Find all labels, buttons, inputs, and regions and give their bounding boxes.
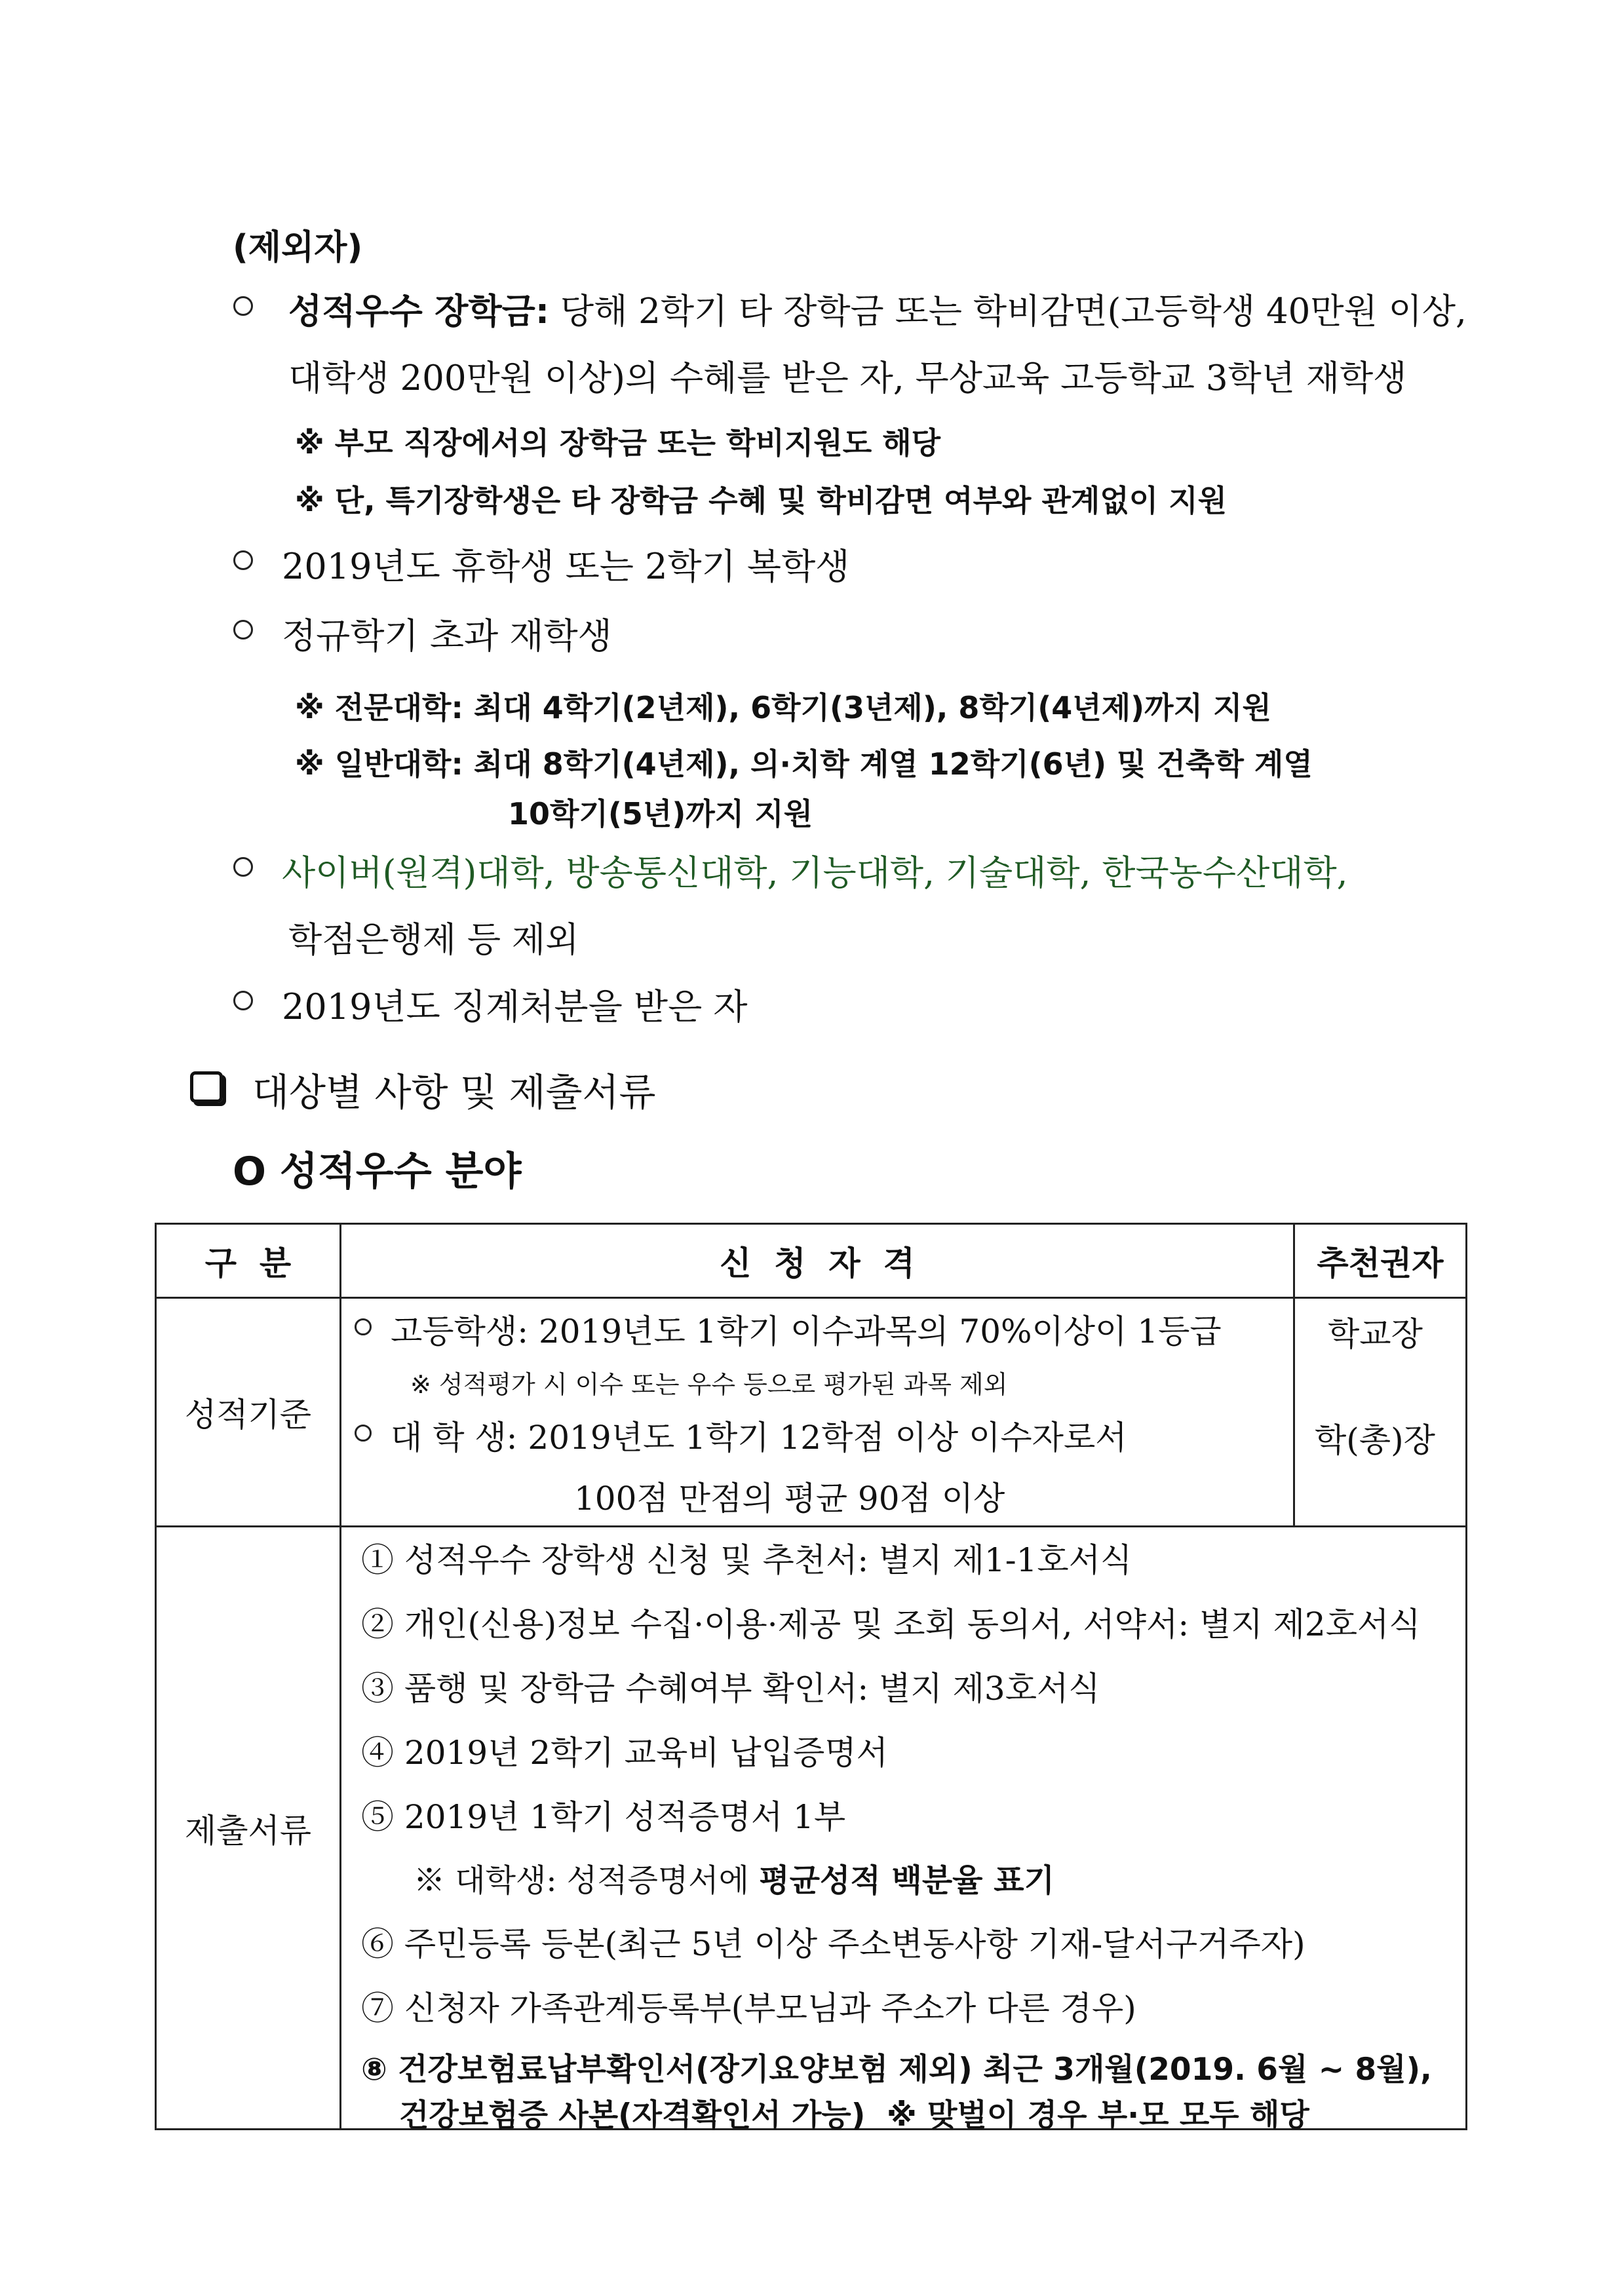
document-item-6: ⑥ 주민등록 등본(최근 5년 이상 주소변동사항 기재-달서구거주자) (361, 1925, 1305, 1963)
discipline-exclusion: 2019년도 징계처분을 받은 자 (282, 986, 748, 1027)
bullet-circle-icon (233, 991, 253, 1010)
criteria-label: 성적기준 (156, 1298, 341, 1527)
exclusions-heading: (제외자) (233, 228, 363, 267)
note-university-line1: ※ 일반대학: 최대 8학기(4년제), 의·치학 계열 12학기(6년) 및 건축학 계열 (295, 746, 1313, 782)
header-qualification: 신 청 자 격 (341, 1224, 1294, 1298)
subsection-title: O 성적우수 분야 (233, 1149, 522, 1195)
document-item-8-line2: 건강보험증 사본(자격확인서 가능) ※ 맞벌이 경우 부·모 모두 해당 (399, 2097, 1309, 2133)
table-row-documents (156, 1527, 1467, 2130)
leave-exclusion: 2019년도 휴학생 또는 2학기 복학생 (282, 546, 850, 587)
bullet-circle-icon (355, 1318, 372, 1335)
header-category: 구 분 (156, 1224, 341, 1298)
document-item-8-line1: ⑧ 건강보험료납부확인서(장기요양보험 제외) 최근 3개월(2019. 6월 ~ 8월), (361, 2052, 1432, 2088)
cyber-exclusion-line1: 사이버(원격)대학, 방송통신대학, 기능대학, 기술대학, 한국농수산대학, (282, 853, 1348, 893)
document-item-5-note (414, 1855, 1054, 1900)
documents-content (341, 1527, 1467, 2133)
merit-exclusion-text1: 당해 2학기 타 장학금 또는 학비감면(고등학생 40만원 이상, (549, 292, 1467, 332)
criteria-content (341, 1298, 1294, 1527)
note-university-line2: 10학기(5년)까지 지원 (508, 796, 813, 832)
documents-label: 제출서류 (156, 1527, 341, 2130)
item5-note-prefix: ※ 대학생: 성적증명서에 (414, 1862, 760, 1899)
checkbox-square-icon (190, 1071, 223, 1103)
criteria-recommender (1294, 1298, 1467, 1527)
bullet-circle-icon (233, 550, 253, 570)
bullet-circle-icon (233, 620, 253, 640)
over-term-exclusion: 정규학기 초과 재학생 (282, 615, 612, 657)
merit-exclusion-line1 (288, 284, 1467, 334)
criteria-university-line2: 100점 만점의 평균 90점 이상 (574, 1480, 1005, 1518)
criteria-university-line1: 대 학 생: 2019년도 1학기 12학점 이상 이수자로서 (391, 1419, 1127, 1457)
table-row-criteria (156, 1298, 1467, 1527)
document-item-3: ③ 품행 및 장학금 수혜여부 확인서: 별지 제3호서식 (361, 1670, 1100, 1708)
criteria-hs-note: ※ 성적평가 시 이수 또는 우수 등으로 평가된 과목 제외 (410, 1370, 1008, 1399)
note-parent-workplace: ※ 부모 직장에서의 장학금 또는 학비지원도 해당 (295, 425, 941, 461)
recommender-high-school: 학교장 (1328, 1315, 1423, 1353)
document-item-7: ⑦ 신청자 가족관계등록부(부모님과 주소가 다른 경우) (361, 1989, 1136, 2027)
bullet-circle-icon (355, 1425, 372, 1442)
criteria-high-school: 고등학생: 2019년도 1학기 이수과목의 70%이상이 1등급 (391, 1312, 1222, 1350)
table-header-row (156, 1224, 1467, 1298)
item5-note-emphasis: 평균성적 백분율 표기 (759, 1862, 1055, 1899)
note-special-scholarship: ※ 단, 특기장학생은 타 장학금 수혜 및 학비감면 여부와 관계없이 지원 (295, 483, 1228, 518)
note-junior-college: ※ 전문대학: 최대 4학기(2년제), 6학기(3년제), 8학기(4년제)까지 지원 (295, 690, 1271, 725)
document-item-5: ⑤ 2019년 1학기 성적증명서 1부 (361, 1798, 846, 1836)
document-item-4: ④ 2019년 2학기 교육비 납입증명서 (361, 1734, 888, 1772)
section-title: 대상별 사항 및 제출서류 (252, 1070, 656, 1115)
merit-exclusion-line2: 대학생 200만원 이상)의 수혜를 받은 자, 무상교육 고등학교 3학년 재학생 (288, 358, 1407, 398)
cyber-exclusion-line2: 학점은행제 등 제외 (288, 920, 579, 960)
merit-exclusion-label: 성적우수 장학금: (288, 292, 550, 332)
document-item-1: ① 성적우수 장학생 신청 및 추천서: 별지 제1-1호서식 (361, 1541, 1132, 1579)
recommender-university: 학(총)장 (1315, 1421, 1435, 1459)
bullet-circle-icon (233, 857, 253, 877)
bullet-circle-icon (233, 296, 253, 316)
document-item-2: ② 개인(신용)정보 수집·이용·제공 및 조회 동의서, 서약서: 별지 제2호서식 (361, 1605, 1421, 1643)
merit-requirements-table (155, 1223, 1467, 2133)
header-recommender: 추천권자 (1294, 1224, 1467, 1298)
